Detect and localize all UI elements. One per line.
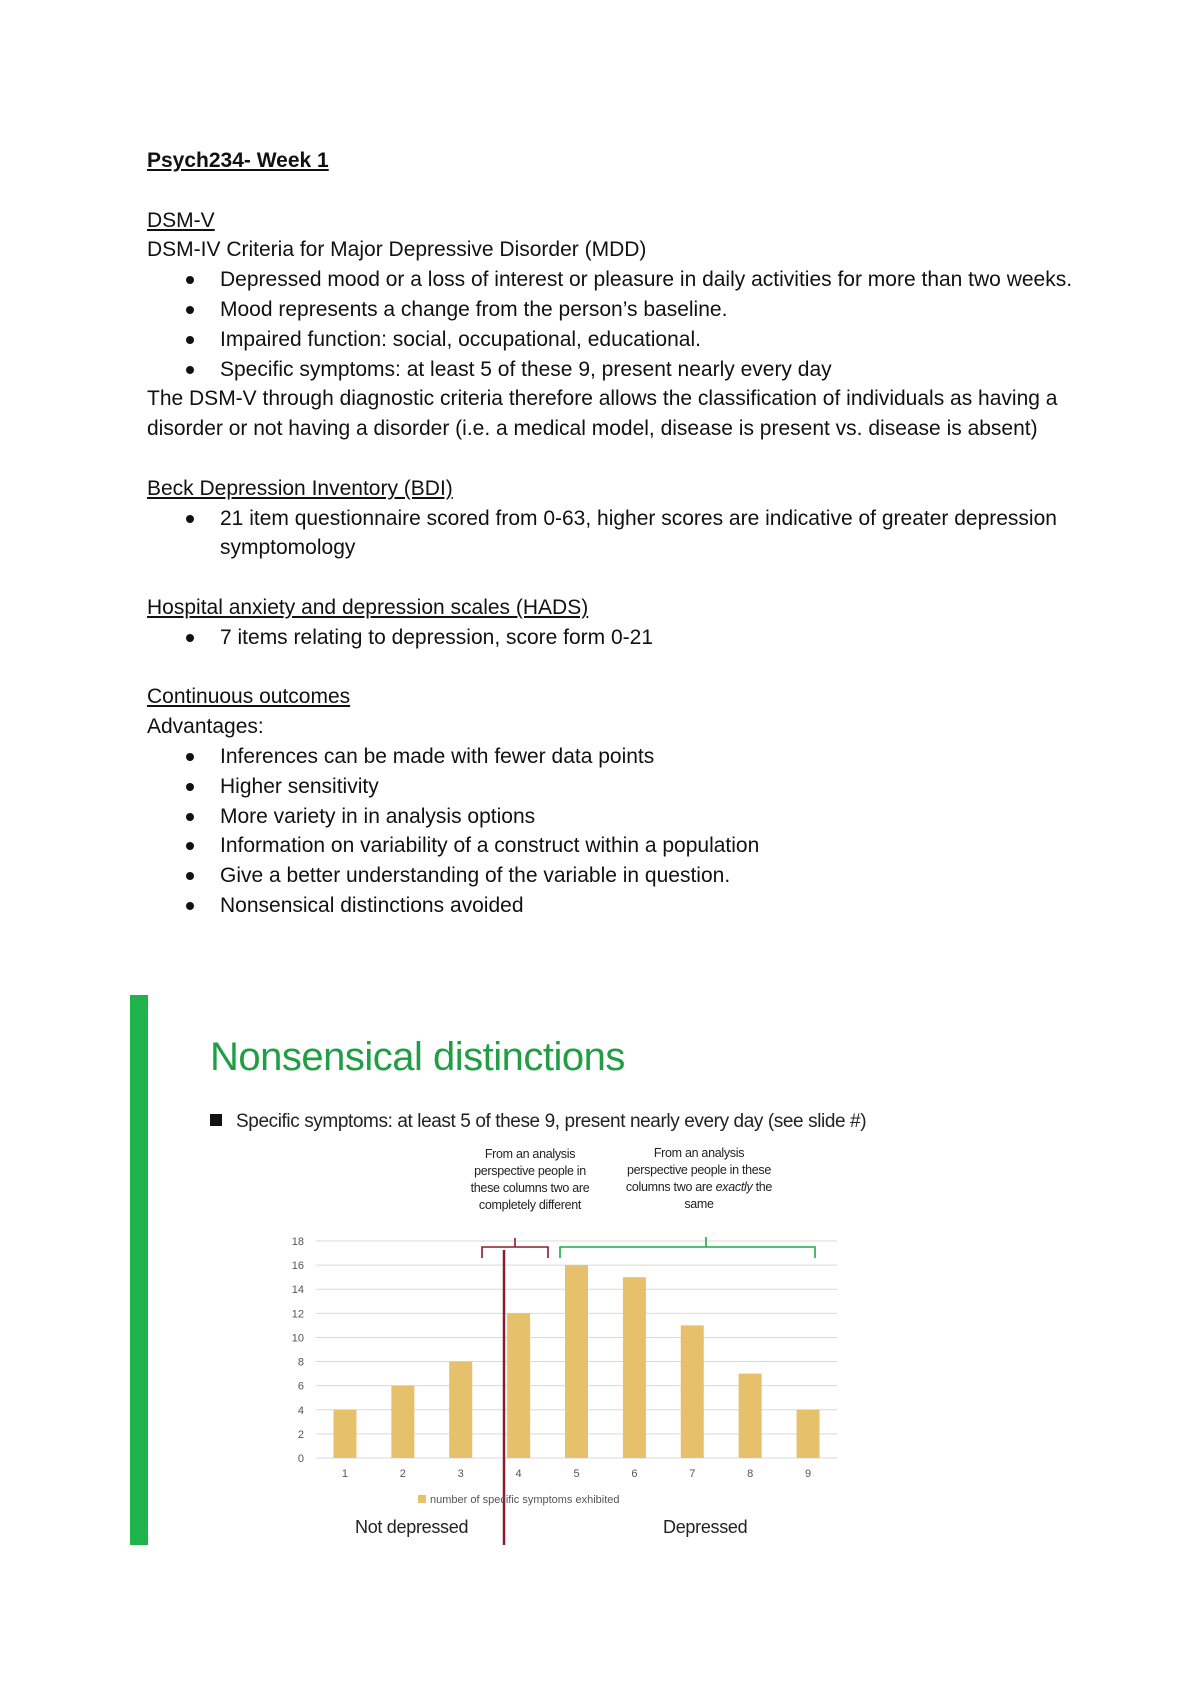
bar: [565, 1265, 588, 1458]
x-tick-label: 4: [515, 1468, 522, 1480]
annotation-same-emphasis: exactly: [715, 1180, 753, 1194]
dsm-paragraph: The DSM-V through diagnostic criteria therefore allows the classification of individuals as having a disorder or not having a disorder (i.e. a medical model, disease is present vs. disease is absent): [147, 387, 1058, 441]
label-depressed: Depressed: [663, 1517, 748, 1537]
bar: [739, 1374, 762, 1458]
symptom-bar-chart: [130, 995, 870, 1545]
hads-bullet: 7 items relating to depression, score form 0-21: [147, 623, 1077, 653]
dsm-bullet: Depressed mood or a loss of interest or pleasure in daily activities for more than two weeks.: [147, 265, 1077, 295]
dsm-bullet: Specific symptoms: at least 5 of these 9, present nearly every day: [147, 355, 1077, 385]
y-tick-label: 18: [291, 1236, 304, 1248]
x-tick-label: 5: [573, 1468, 580, 1480]
bar: [797, 1410, 820, 1458]
bdi-bullet: 21 item questionnaire scored from 0-63, higher scores are indicative of greater depression symptomology: [147, 504, 1077, 564]
bar: [333, 1410, 356, 1458]
x-tick-label: 6: [631, 1468, 638, 1480]
hads-heading: Hospital anxiety and depression scales (HADS): [147, 595, 589, 619]
bdi-bullet-list: [147, 504, 1077, 564]
legend-swatch: [418, 1495, 426, 1503]
continuous-bullet: Higher sensitivity: [147, 772, 1077, 802]
continuous-bullet: Nonsensical distinctions avoided: [147, 891, 1077, 921]
y-tick-label: 2: [297, 1428, 304, 1441]
continuous-subheading: Advantages:: [147, 715, 264, 739]
bar: [681, 1325, 704, 1458]
annotation-different: From an analysis perspective people in these columns two are completely different: [470, 1147, 590, 1212]
bar: [391, 1386, 414, 1458]
bar: [449, 1362, 472, 1458]
embedded-slide: [130, 995, 870, 1545]
dsm-bullet: Impaired function: social, occupational, educational.: [147, 325, 1077, 355]
x-tick-label: 7: [689, 1468, 696, 1480]
y-tick-label: 10: [291, 1332, 304, 1345]
slide-title: Nonsensical distinctions: [210, 1035, 625, 1079]
y-tick-label: 4: [297, 1404, 304, 1417]
legend-label: number of specific symptoms exhibited: [430, 1494, 620, 1506]
y-tick-label: 8: [297, 1356, 304, 1369]
dsm-subheading: DSM-IV Criteria for Major Depressive Disorder (MDD): [147, 238, 647, 262]
continuous-bullet-list: [147, 742, 1077, 921]
x-tick-label: 8: [747, 1468, 754, 1480]
lecture-notes: [147, 146, 1077, 921]
continuous-bullet: Information on variability of a construct within a population: [147, 831, 1077, 861]
continuous-bullet: More variety in in analysis options: [147, 802, 1077, 832]
bar: [623, 1277, 646, 1458]
green-bracket: [560, 1237, 815, 1258]
continuous-heading: Continuous outcomes: [147, 685, 351, 709]
y-tick-label: 6: [297, 1380, 304, 1393]
slide-bullet-text: Specific symptoms: at least 5 of these 9, present nearly every day (see slide #): [236, 1111, 867, 1132]
hads-bullet-list: [147, 623, 1077, 653]
continuous-bullet: Give a better understanding of the variable in question.: [147, 861, 1077, 891]
dsm-bullet: Mood represents a change from the person’s baseline.: [147, 295, 1077, 325]
x-tick-label: 2: [399, 1468, 406, 1480]
x-tick-label: 9: [804, 1468, 812, 1480]
continuous-bullet: Inferences can be made with fewer data points: [147, 742, 1077, 772]
bdi-heading: Beck Depression Inventory (BDI): [147, 476, 453, 500]
y-tick-label: 16: [291, 1260, 304, 1273]
dsm-bullet-list: [147, 265, 1077, 384]
y-tick-label: 0: [297, 1453, 304, 1465]
y-tick-label: 14: [291, 1284, 304, 1297]
bar: [507, 1313, 530, 1458]
label-not-depressed: Not depressed: [355, 1517, 469, 1537]
x-tick-label: 3: [457, 1468, 464, 1480]
notes-title: Psych234- Week 1: [147, 149, 329, 172]
annotation-same-suffix: the same: [684, 1180, 773, 1211]
x-tick-label: 1: [341, 1468, 349, 1480]
chart-legend: [418, 1494, 620, 1506]
dsm-heading: DSM-V: [147, 208, 215, 232]
y-tick-label: 12: [291, 1308, 304, 1321]
annotation-same-prefix: From an analysis perspective people in these columns two are: [625, 1146, 772, 1194]
